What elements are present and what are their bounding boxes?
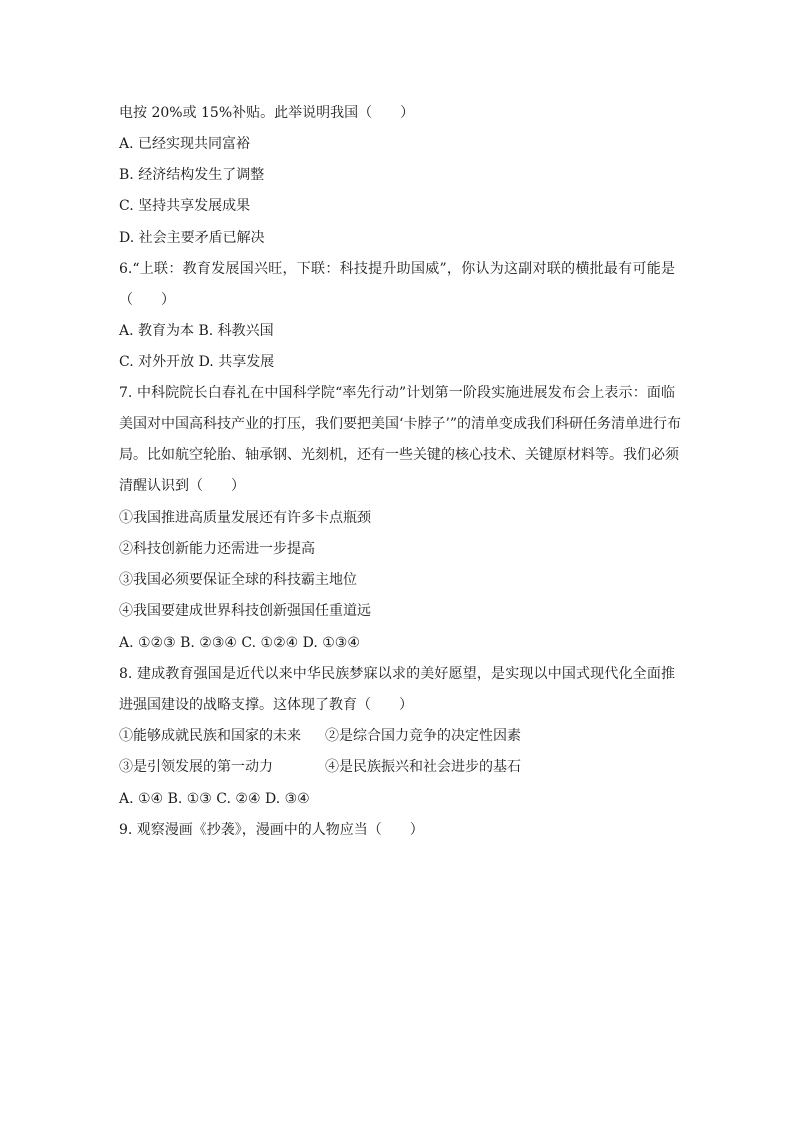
question-6-options-ab: A. 教育为本 B. 科教兴国 (119, 323, 274, 339)
question-5-option-d: D. 社会主要矛盾已解决 (119, 230, 265, 246)
question-6-answer-blank: （ ） (119, 292, 175, 308)
question-5-stem-continuation: 电按 20%或 15%补贴。此举说明我国（ ） (119, 105, 415, 121)
question-7-stem-line-1: 7. 中科院院长白春礼在中国科学院“率先行动”计划第一阶段实施进展发布会上表示：面临 (119, 385, 675, 401)
question-8-statement-2: ②是综合国力竞争的决定性因素 (325, 728, 521, 744)
question-7-stem-line-4: 清醒认识到（ ） (119, 478, 245, 494)
question-5-option-c: C. 坚持共享发展成果 (119, 198, 251, 214)
question-8-stem-line-1: 8. 建成教育强国是近代以来中华民族梦寐以求的美好愿望，是实现以中国式现代化全面推 (119, 666, 675, 682)
question-7-statement-2: ②科技创新能力还需进一步提高 (119, 541, 315, 557)
question-8-statement-1: ①能够成就民族和国家的未来 (119, 728, 301, 744)
question-9-stem: 9. 观察漫画《抄袭》，漫画中的人物应当（ ） (119, 822, 424, 838)
question-8-statements-1-2 (119, 727, 521, 745)
question-8-statements-3-4 (119, 758, 521, 776)
question-8-statement-3: ③是引领发展的第一动力 (119, 759, 273, 775)
question-7-stem-line-2: 美国对中国高科技产业的打压，我们要把美国‘卡脖子’”的清单变成我们科研任务清单进行布 (119, 416, 682, 432)
question-8-stem-line-2: 进强国建设的战略支撑。这体现了教育（ ） (119, 697, 413, 713)
question-5-option-b: B. 经济结构发生了调整 (119, 167, 265, 183)
question-7-options: A. ①②③ B. ②③④ C. ①②④ D. ①③④ (119, 635, 360, 651)
question-7-statement-4: ④我国要建成世界科技创新强国任重道远 (119, 603, 371, 619)
question-8-options: A. ①④ B. ①③ C. ②④ D. ③④ (119, 791, 310, 807)
question-8-statement-4: ④是民族振兴和社会进步的基石 (325, 759, 521, 775)
question-7-statement-3: ③我国必须要保证全球的科技霸主地位 (119, 572, 357, 588)
question-7-statement-1: ①我国推进高质量发展还有许多卡点瓶颈 (119, 510, 371, 526)
question-6-options-cd: C. 对外开放 D. 共享发展 (119, 354, 275, 370)
question-5-option-a: A. 已经实现共同富裕 (119, 136, 251, 152)
question-6-stem: 6.“上联：教育发展国兴旺，下联：科技提升助国威”，你认为这副对联的横批最有可能是 (119, 261, 675, 277)
question-7-stem-line-3: 局。比如航空轮胎、轴承钢、光刻机，还有一些关键的核心技术、关键原材料等。我们必须 (119, 447, 679, 463)
